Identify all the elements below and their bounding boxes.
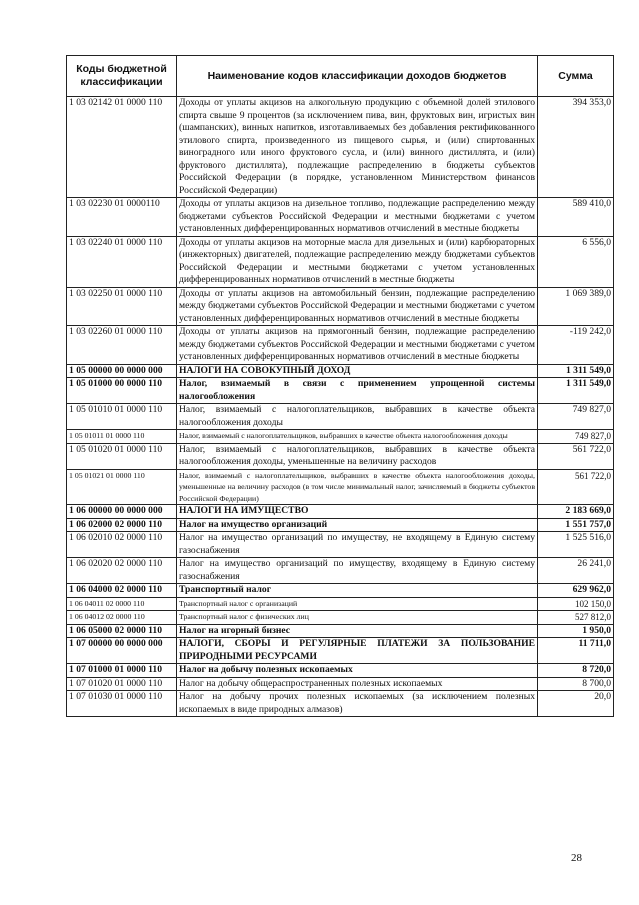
row-code: 1 05 01000 00 0000 110 bbox=[67, 378, 177, 404]
row-sum: 561 722,0 bbox=[538, 469, 614, 505]
row-sum: 1 069 389,0 bbox=[538, 287, 614, 326]
table-row bbox=[67, 532, 614, 558]
row-name: Налог на добычу полезных ископаемых bbox=[177, 664, 538, 678]
table-row bbox=[67, 624, 614, 638]
row-name: Налог на добычу прочих полезных ископаемых (за исключением полезных ископаемых в виде природных алмазов) bbox=[177, 691, 538, 717]
row-code: 1 05 01010 01 0000 110 bbox=[67, 404, 177, 430]
row-name: Налог, взимаемый с налогоплательщиков, выбравших в качестве объекта налогообложения доходы bbox=[177, 404, 538, 430]
row-name: Доходы от уплаты акцизов на автомобильный бензин, подлежащие распределению между бюджетами субъектов Российской Федерации и местными бюджетами с учетом установленных дифференцированных нормативов отчислений в местные бюджеты bbox=[177, 287, 538, 326]
row-name: Доходы от уплаты акцизов на алкогольную продукцию с объемной долей этилового спирта свыше 9 процентов (за исключением пива, вин, фруктовых вин, игристых вин (шампанских), винных напитков, изготавливаемых без добавления ректификованного этилового спирта, произведенного из пищевого сырья, и (или) спиртованных виноградного или иного фруктового сусла, и (или) винного дистиллята, и (или) фруктового дистиллята), подлежащие распределению в бюджеты субъектов Российской Федерации (в порядке, установленном Министерством финансов Российской Федерации) bbox=[177, 97, 538, 198]
row-sum: 2 183 669,0 bbox=[538, 505, 614, 519]
header-code: Коды бюджетной классификации bbox=[67, 56, 177, 97]
row-name: Транспортный налог с физических лиц bbox=[177, 611, 538, 625]
row-sum: 1 551 757,0 bbox=[538, 518, 614, 532]
row-sum: -119 242,0 bbox=[538, 326, 614, 365]
table-row bbox=[67, 505, 614, 519]
table-row bbox=[67, 691, 614, 717]
row-sum: 1 950,0 bbox=[538, 624, 614, 638]
row-name: Налог, взимаемый с налогоплательщиков, выбравших в качестве объекта налогообложения доходы bbox=[177, 430, 538, 444]
table-row bbox=[67, 597, 614, 611]
table-row bbox=[67, 584, 614, 598]
row-code: 1 06 04000 02 0000 110 bbox=[67, 584, 177, 598]
row-sum: 26 241,0 bbox=[538, 558, 614, 584]
row-sum: 749 827,0 bbox=[538, 404, 614, 430]
row-sum: 6 556,0 bbox=[538, 236, 614, 287]
row-code: 1 06 02020 02 0000 110 bbox=[67, 558, 177, 584]
table-row bbox=[67, 287, 614, 326]
row-name: Доходы от уплаты акцизов на прямогонный бензин, подлежащие распределению между бюджетами субъектов Российской Федерации и местными бюджетами с учетом установленных дифференцированных нормативов отчислений в местные бюджеты bbox=[177, 326, 538, 365]
table-row bbox=[67, 443, 614, 469]
row-code: 1 05 00000 00 0000 000 bbox=[67, 364, 177, 378]
row-code: 1 06 05000 02 0000 110 bbox=[67, 624, 177, 638]
row-code: 1 03 02240 01 0000 110 bbox=[67, 236, 177, 287]
row-sum: 629 962,0 bbox=[538, 584, 614, 598]
header-name: Наименование кодов классификации доходов бюджетов bbox=[177, 56, 538, 97]
row-name: Налог, взимаемый с налогоплательщиков, выбравших в качестве объекта налогообложения доходы, уменьшенные на величину расходов bbox=[177, 443, 538, 469]
row-name: НАЛОГИ НА СОВОКУПНЫЙ ДОХОД bbox=[177, 364, 538, 378]
row-name: Налог на имущество организаций bbox=[177, 518, 538, 532]
row-name: НАЛОГИ, СБОРЫ И РЕГУЛЯРНЫЕ ПЛАТЕЖИ ЗА ПОЛЬЗОВАНИЕ ПРИРОДНЫМИ РЕСУРСАМИ bbox=[177, 638, 538, 664]
row-code: 1 03 02250 01 0000 110 bbox=[67, 287, 177, 326]
row-name: Транспортный налог bbox=[177, 584, 538, 598]
row-code: 1 05 01021 01 0000 110 bbox=[67, 469, 177, 505]
row-code: 1 03 02260 01 0000 110 bbox=[67, 326, 177, 365]
row-name: НАЛОГИ НА ИМУЩЕСТВО bbox=[177, 505, 538, 519]
page-number: 28 bbox=[571, 852, 582, 864]
row-sum: 589 410,0 bbox=[538, 198, 614, 237]
row-sum: 749 827,0 bbox=[538, 430, 614, 444]
table-row bbox=[67, 558, 614, 584]
row-code: 1 05 01011 01 0000 110 bbox=[67, 430, 177, 444]
table-row bbox=[67, 677, 614, 691]
table-row bbox=[67, 236, 614, 287]
row-name: Доходы от уплаты акцизов на моторные масла для дизельных и (или) карбюраторных (инжекторных) двигателей, подлежащие распределению между бюджетами субъектов Российской Федерации и местными бюджетами с учетом установленных дифференцированных нормативов отчислений в местные бюджеты bbox=[177, 236, 538, 287]
row-code: 1 06 00000 00 0000 000 bbox=[67, 505, 177, 519]
row-code: 1 03 02142 01 0000 110 bbox=[67, 97, 177, 198]
row-name: Транспортный налог с организаций bbox=[177, 597, 538, 611]
row-sum: 1 311 549,0 bbox=[538, 378, 614, 404]
table-row bbox=[67, 664, 614, 678]
table-row bbox=[67, 97, 614, 198]
revenue-table bbox=[66, 55, 614, 717]
row-name: Доходы от уплаты акцизов на дизельное топливо, подлежащие распределению между бюджетами субъектов Российской Федерации и местными бюджетами с учетом установленных дифференцированных нормативов отчислений в местные бюджеты bbox=[177, 198, 538, 237]
row-name: Налог на игорный бизнес bbox=[177, 624, 538, 638]
row-code: 1 07 01030 01 0000 110 bbox=[67, 691, 177, 717]
row-code: 1 06 02010 02 0000 110 bbox=[67, 532, 177, 558]
row-code: 1 03 02230 01 0000110 bbox=[67, 198, 177, 237]
row-sum: 1 311 549,0 bbox=[538, 364, 614, 378]
row-name: Налог на имущество организаций по имуществу, не входящему в Единую систему газоснабжения bbox=[177, 532, 538, 558]
row-name: Налог, взимаемый в связи с применением упрощенной системы налогообложения bbox=[177, 378, 538, 404]
table-row bbox=[67, 638, 614, 664]
table-body bbox=[67, 97, 614, 717]
table-row bbox=[67, 518, 614, 532]
row-sum: 20,0 bbox=[538, 691, 614, 717]
table-row bbox=[67, 198, 614, 237]
row-sum: 8 700,0 bbox=[538, 677, 614, 691]
row-sum: 394 353,0 bbox=[538, 97, 614, 198]
row-code: 1 06 04012 02 0000 110 bbox=[67, 611, 177, 625]
row-sum: 527 812,0 bbox=[538, 611, 614, 625]
table-header-row bbox=[67, 56, 614, 97]
row-code: 1 05 01020 01 0000 110 bbox=[67, 443, 177, 469]
row-name: Налог на добычу общераспространенных полезных ископаемых bbox=[177, 677, 538, 691]
row-code: 1 07 01020 01 0000 110 bbox=[67, 677, 177, 691]
row-sum: 8 720,0 bbox=[538, 664, 614, 678]
table-row bbox=[67, 611, 614, 625]
table-row bbox=[67, 364, 614, 378]
row-sum: 561 722,0 bbox=[538, 443, 614, 469]
table-row bbox=[67, 404, 614, 430]
row-sum: 1 525 516,0 bbox=[538, 532, 614, 558]
row-code: 1 07 00000 00 0000 000 bbox=[67, 638, 177, 664]
table-row bbox=[67, 378, 614, 404]
header-sum: Сумма bbox=[538, 56, 614, 97]
row-sum: 102 150,0 bbox=[538, 597, 614, 611]
row-code: 1 06 02000 02 0000 110 bbox=[67, 518, 177, 532]
table-row bbox=[67, 469, 614, 505]
row-sum: 11 711,0 bbox=[538, 638, 614, 664]
row-code: 1 06 04011 02 0000 110 bbox=[67, 597, 177, 611]
table-row bbox=[67, 326, 614, 365]
row-name: Налог, взимаемый с налогоплательщиков, выбравших в качестве объекта налогообложения доходы, уменьшенные на величину расходов (в том числе минимальный налог, зачисляемый в бюджеты субъектов Российской Федерации) bbox=[177, 469, 538, 505]
table-row bbox=[67, 430, 614, 444]
row-name: Налог на имущество организаций по имуществу, входящему в Единую систему газоснабжения bbox=[177, 558, 538, 584]
row-code: 1 07 01000 01 0000 110 bbox=[67, 664, 177, 678]
